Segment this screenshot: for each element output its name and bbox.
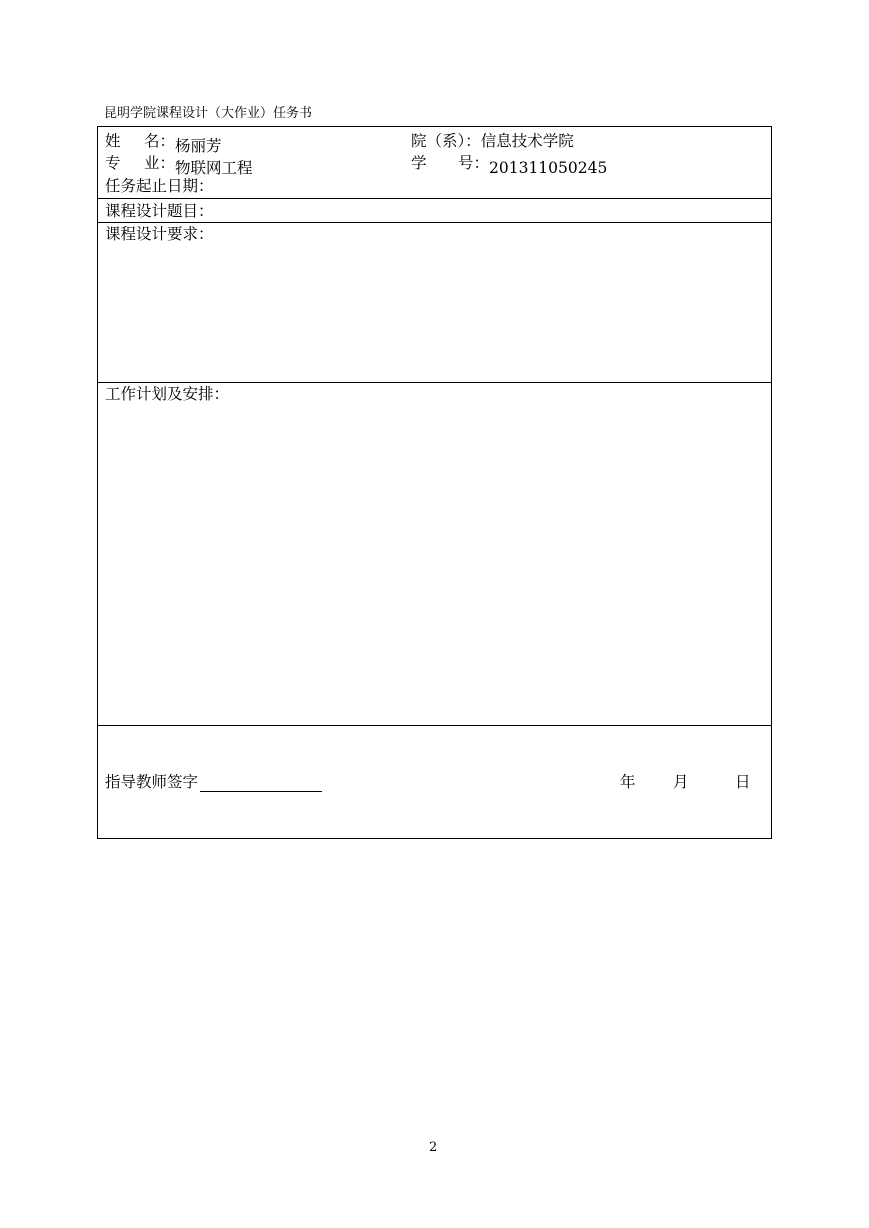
course-requirements-label: 课程设计要求： <box>105 225 214 243</box>
department-label: 院（系）： <box>411 132 481 150</box>
department-field <box>411 131 574 151</box>
signature-line <box>200 773 322 792</box>
course-topic-label: 课程设计题目： <box>105 202 214 220</box>
signature-section <box>98 726 771 838</box>
advisor-signature-label: 指导教师签字 <box>105 773 199 791</box>
advisor-signature-field <box>105 772 322 792</box>
day-label: 日 <box>735 773 751 791</box>
major-field <box>105 153 253 178</box>
course-requirements-section <box>98 223 771 383</box>
name-label: 姓 名： <box>105 132 175 150</box>
document-title: 昆明学院课程设计（大作业）任务书 <box>104 106 313 121</box>
page-number: 2 <box>429 1140 438 1155</box>
month-label: 月 <box>673 773 689 791</box>
year-label: 年 <box>620 773 636 791</box>
work-plan-label: 工作计划及安排： <box>105 385 230 403</box>
department-value: 信息技术学院 <box>480 132 574 150</box>
student-id-field <box>411 153 607 178</box>
course-topic-section <box>98 199 771 223</box>
task-form-table <box>97 126 772 839</box>
student-info-section <box>98 127 771 199</box>
name-value: 杨丽芳 <box>175 137 222 155</box>
task-date-field <box>105 176 214 196</box>
task-date-label: 任务起止日期： <box>105 177 214 195</box>
student-id-value: 201311050245 <box>489 159 608 177</box>
major-label: 专 业： <box>105 154 175 172</box>
major-value: 物联网工程 <box>175 159 253 177</box>
student-id-label: 学 号： <box>411 154 489 172</box>
work-plan-section <box>98 383 771 726</box>
